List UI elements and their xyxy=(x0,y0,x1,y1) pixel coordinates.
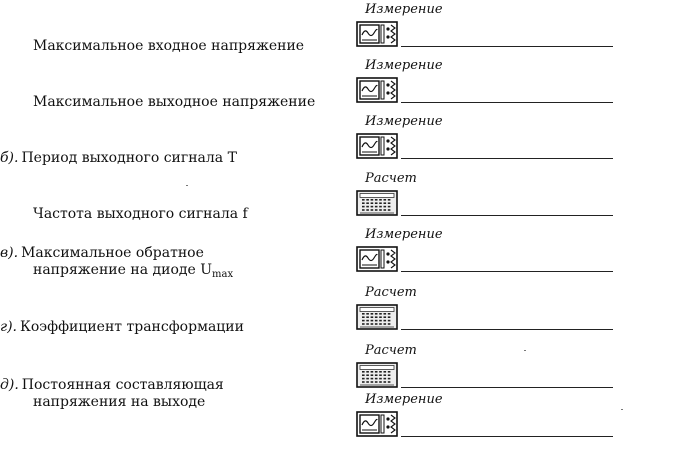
label-output-period: б). Период выходного сигнала T xyxy=(0,150,237,166)
item-prefix: в). xyxy=(0,245,19,261)
calculator-icon xyxy=(356,190,398,216)
answer-blank-line[interactable] xyxy=(401,158,613,159)
row-tag: Измерение xyxy=(365,2,443,17)
oscilloscope-icon xyxy=(356,77,398,103)
item-prefix: д). xyxy=(0,377,19,393)
oscilloscope-icon xyxy=(356,411,398,437)
answer-blank-line[interactable] xyxy=(401,387,613,388)
item-prefix: г). xyxy=(0,319,17,335)
answer-blank-line[interactable] xyxy=(401,329,613,330)
label-dc-component: д). Постоянная составляющая напряжения на выходе xyxy=(0,377,224,410)
row-tag: Измерение xyxy=(365,227,443,242)
oscilloscope-icon xyxy=(356,133,398,159)
label-output-frequency: Частота выходного сигнала f xyxy=(33,206,248,222)
row-tag: Расчет xyxy=(365,171,417,186)
label-max-reverse-voltage: в). Максимальное обратное напряжение на диоде $U_{max}$ xyxy=(0,245,234,280)
answer-blank-line[interactable] xyxy=(401,102,613,103)
calculator-icon xyxy=(356,304,398,330)
row-tag: Измерение xyxy=(365,392,443,407)
row-tag: Измерение xyxy=(365,114,443,129)
subscript-max: max xyxy=(212,269,234,280)
row-tag: Измерение xyxy=(365,58,443,73)
row-tag: Расчет xyxy=(365,343,417,358)
item-prefix: б). xyxy=(0,150,19,166)
answer-blank-line[interactable] xyxy=(401,215,613,216)
answer-blank-line[interactable] xyxy=(401,46,613,47)
oscilloscope-icon xyxy=(356,21,398,47)
answer-blank-line[interactable] xyxy=(401,436,613,437)
answer-blank-line[interactable] xyxy=(401,271,613,272)
row-tag: Расчет xyxy=(365,285,417,300)
calculator-icon xyxy=(356,362,398,388)
oscilloscope-icon xyxy=(356,246,398,272)
label-max-input-voltage: Максимальное входное напряжение xyxy=(33,38,305,54)
label-max-output-voltage: Максимальное выходное напряжение xyxy=(33,94,316,110)
label-transformation-coefficient: г). Коэффициент трансформации xyxy=(0,319,244,335)
